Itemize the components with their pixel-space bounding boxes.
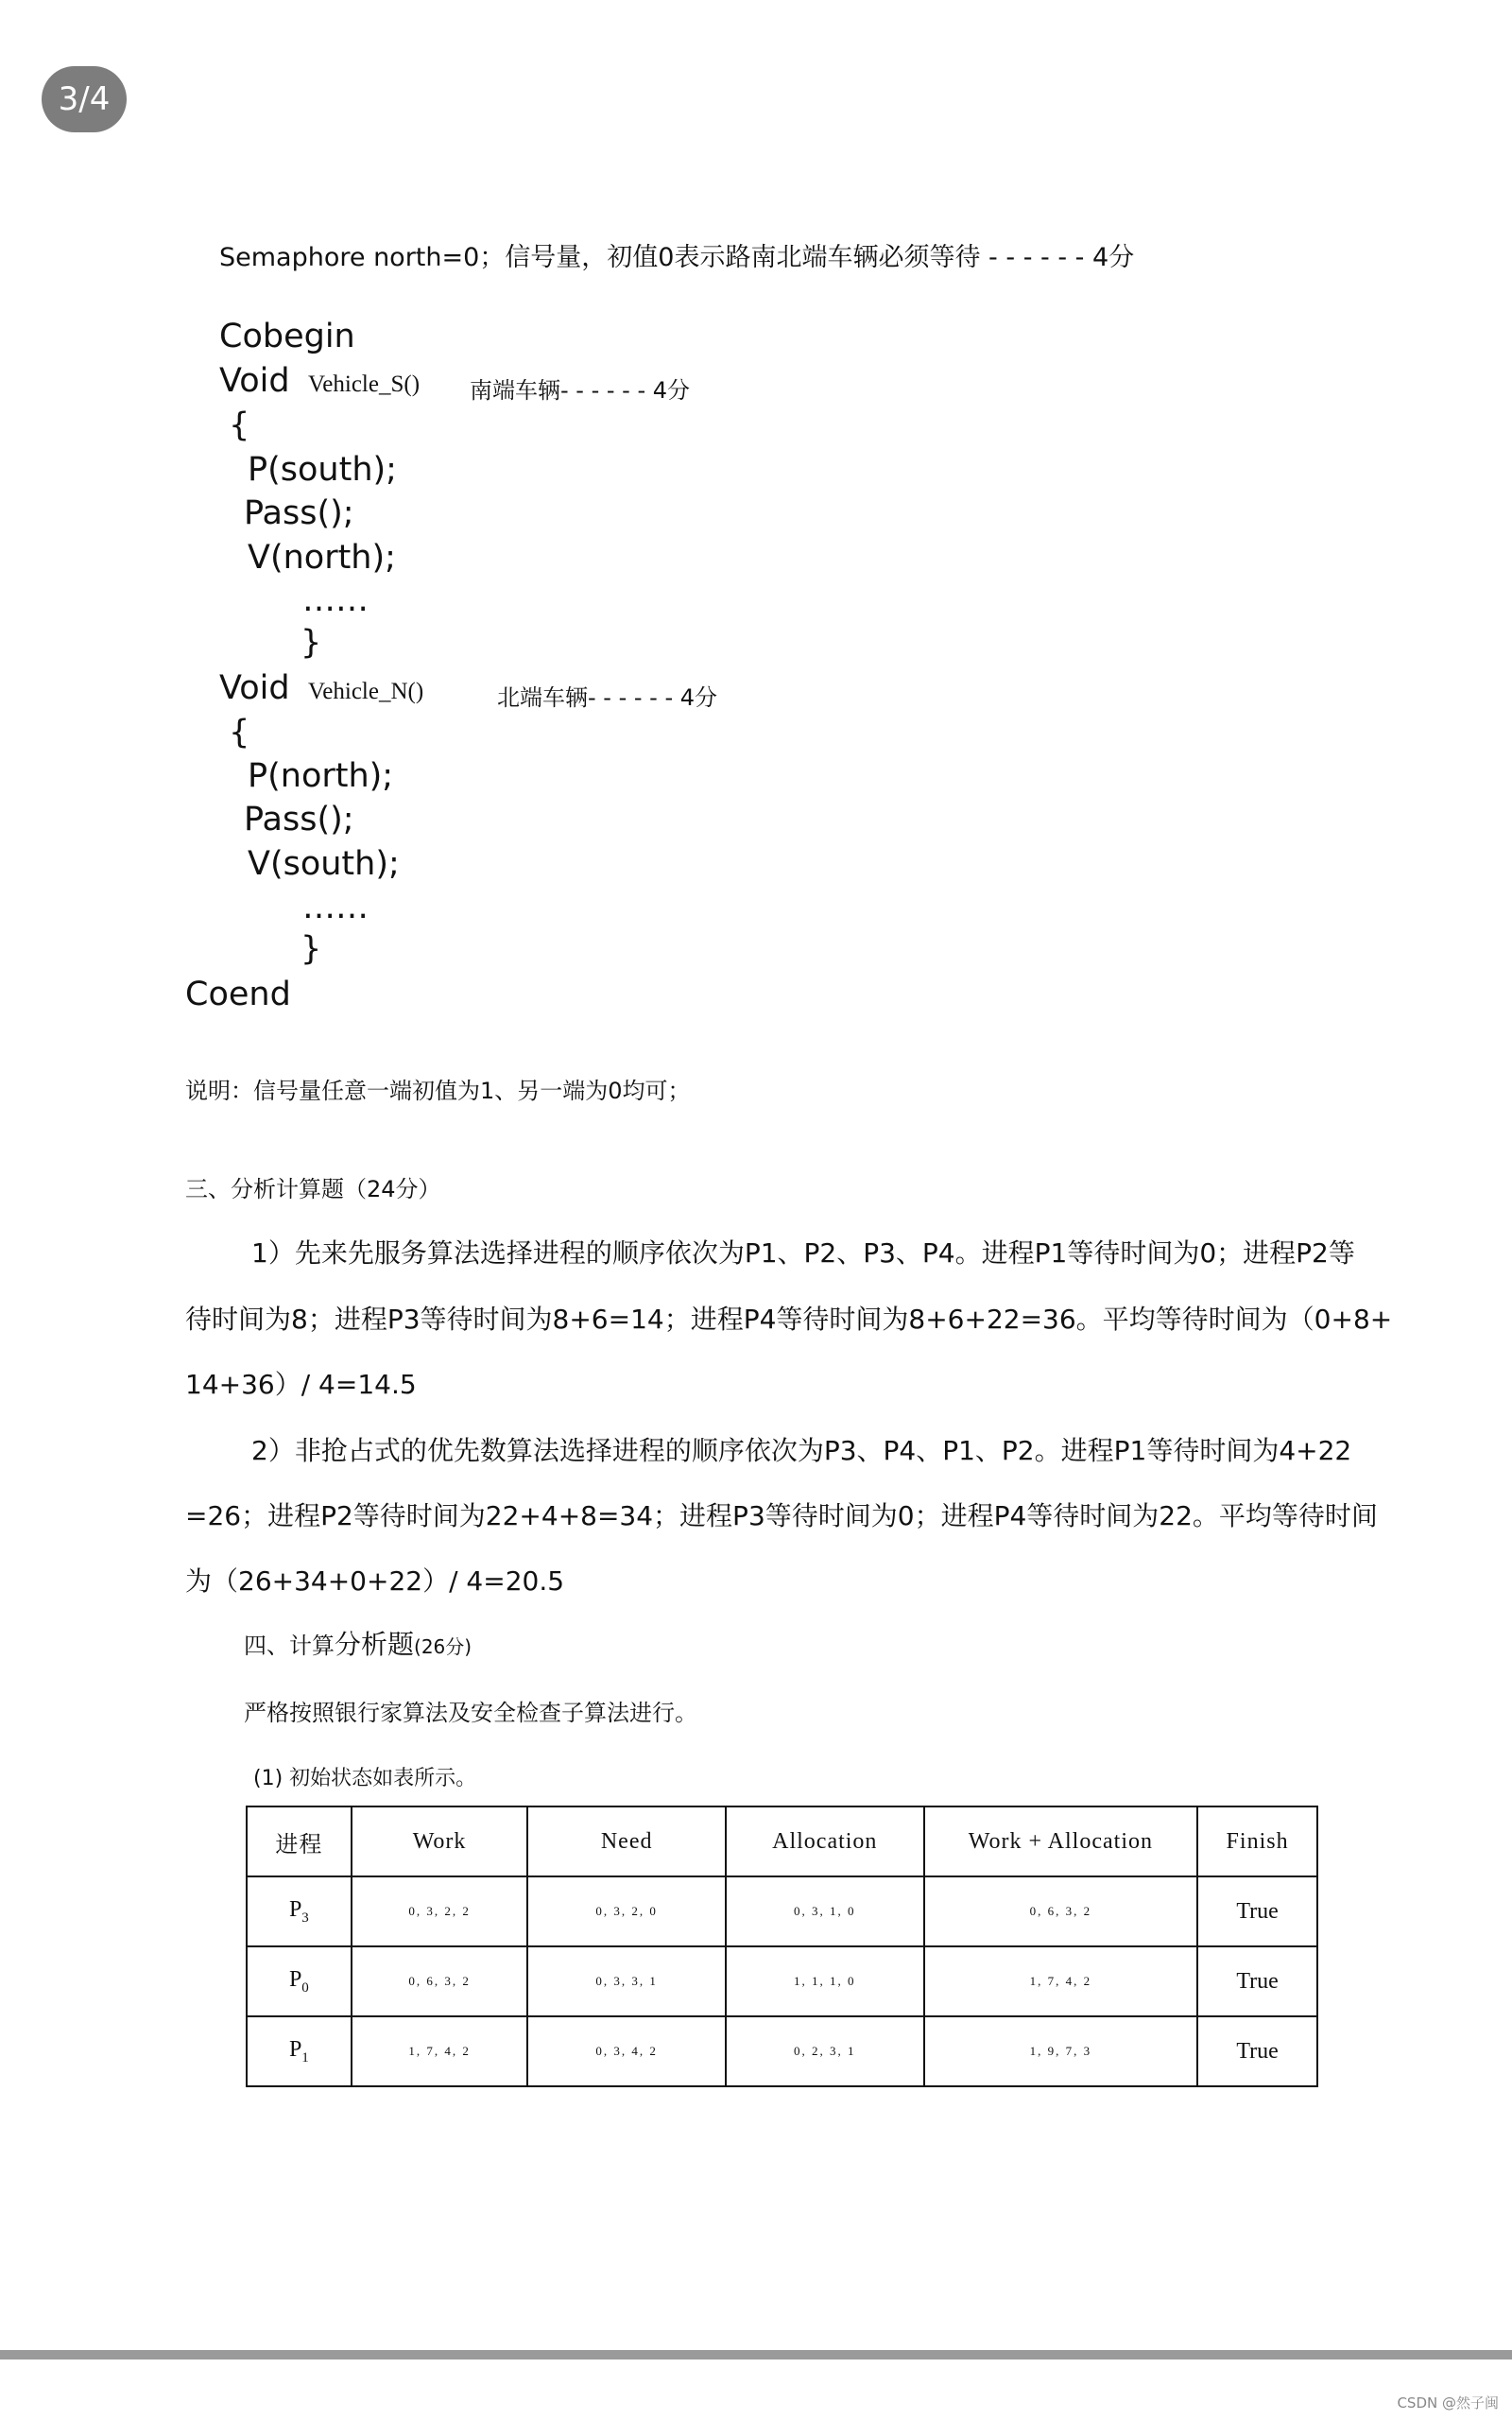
work-cell: 1, 7, 4, 2: [352, 2016, 528, 2086]
table-row: [247, 2016, 1317, 2086]
banker-state-table: [246, 1806, 1318, 2087]
allocation-cell: 0, 3, 1, 0: [726, 1876, 924, 1946]
header-need: Need: [527, 1806, 726, 1876]
table-header-row: [247, 1806, 1317, 1876]
process-cell: $P_3$: [247, 1876, 352, 1946]
function-note-south: 南端车辆- - - - - - 4分: [470, 377, 691, 404]
section-4-intro: 严格按照银行家算法及安全检查子算法进行。: [244, 1700, 697, 1726]
header-finish: Finish: [1197, 1806, 1317, 1876]
code-v-north: V(north);: [248, 539, 396, 577]
open-brace-1: {: [229, 406, 250, 444]
section-4-heading-main: 分析题: [335, 1629, 415, 1660]
section-3-heading: 三、分析计算题（24分）: [185, 1176, 441, 1202]
header-work-plus-allocation: Work + Allocation: [924, 1806, 1197, 1876]
allocation-cell: 1, 1, 1, 0: [726, 1946, 924, 2016]
code-ellipsis-2: ……: [302, 889, 369, 926]
need-cell: 0, 3, 3, 1: [527, 1946, 726, 2016]
finish-cell: True: [1197, 1876, 1317, 1946]
void-keyword-2: Void: [219, 669, 290, 707]
close-brace-2: }: [301, 930, 322, 968]
function-note-north: 北端车辆- - - - - - 4分: [497, 684, 718, 711]
open-brace-2: {: [229, 714, 250, 752]
function-name-vehicle-s: Vehicle_S(): [308, 372, 421, 397]
work-plus-allocation-cell: 0, 6, 3, 2: [924, 1876, 1197, 1946]
header-process: 进程: [247, 1806, 352, 1876]
work-plus-allocation-cell: 1, 9, 7, 3: [924, 2016, 1197, 2086]
process-cell: $P_1$: [247, 2016, 352, 2086]
code-pass-2: Pass();: [244, 801, 354, 838]
section-4-heading-score: (26分): [414, 1635, 472, 1658]
header-work: Work: [352, 1806, 528, 1876]
cobegin-keyword: Cobegin: [219, 318, 355, 355]
code-p-north: P(north);: [248, 757, 394, 795]
header-allocation: Allocation: [726, 1806, 924, 1876]
section-3-paragraph-1-line-1: 1）先来先服务算法选择进程的顺序依次为P1、P2、P3、P4。进程P1等待时间为0；进程P2等: [251, 1237, 1355, 1269]
semaphore-line: Semaphore north=0；信号量，初值0表示路南北端车辆必须等待 - - - - - - 4分: [219, 243, 1135, 272]
page-indicator: 3/4: [42, 66, 127, 132]
table-row: [247, 1876, 1317, 1946]
process-cell: $P_0$: [247, 1946, 352, 2016]
work-plus-allocation-cell: 1, 7, 4, 2: [924, 1946, 1197, 2016]
work-cell: 0, 6, 3, 2: [352, 1946, 528, 2016]
void-keyword-1: Void: [219, 362, 290, 400]
watermark: CSDN @然子闽: [1397, 2394, 1499, 2411]
table-caption: (1) 初始状态如表所示。: [253, 1767, 477, 1790]
section-3-paragraph-2-line-3: 为（26+34+0+22）/ 4=20.5: [185, 1565, 565, 1597]
section-3-paragraph-1-line-2: 待时间为8；进程P3等待时间为8+6=14；进程P4等待时间为8+6+22=36。平均等待时间为（0+8+: [185, 1304, 1393, 1335]
need-cell: 0, 3, 2, 0: [527, 1876, 726, 1946]
code-pass-1: Pass();: [244, 494, 354, 532]
code-p-south: P(south);: [248, 451, 397, 489]
section-4-heading: [244, 1624, 472, 1662]
section-3-paragraph-1-line-3: 14+36）/ 4=14.5: [185, 1369, 417, 1400]
code-ellipsis-1: ……: [302, 581, 369, 619]
work-cell: 0, 3, 2, 2: [352, 1876, 528, 1946]
section-3-paragraph-2-line-2: =26；进程P2等待时间为22+4+8=34；进程P3等待时间为0；进程P4等待时间为22。平均等待时间: [185, 1500, 1378, 1531]
coend-keyword: Coend: [185, 976, 291, 1013]
allocation-cell: 0, 2, 3, 1: [726, 2016, 924, 2086]
explanation-note: 说明：信号量任意一端初值为1、另一端为0均可；: [185, 1078, 691, 1104]
section-3-paragraph-2-line-1: 2）非抢占式的优先数算法选择进程的顺序依次为P3、P4、P1、P2。进程P1等待时间为4+22: [251, 1435, 1352, 1466]
finish-cell: True: [1197, 2016, 1317, 2086]
code-v-south: V(south);: [248, 845, 400, 883]
page-bottom-divider: [0, 2350, 1512, 2360]
finish-cell: True: [1197, 1946, 1317, 2016]
section-4-heading-prefix: 四、计算: [244, 1633, 335, 1659]
close-brace-1: }: [301, 624, 322, 662]
function-name-vehicle-n: Vehicle_N(): [308, 679, 424, 704]
table-row: [247, 1946, 1317, 2016]
need-cell: 0, 3, 4, 2: [527, 2016, 726, 2086]
